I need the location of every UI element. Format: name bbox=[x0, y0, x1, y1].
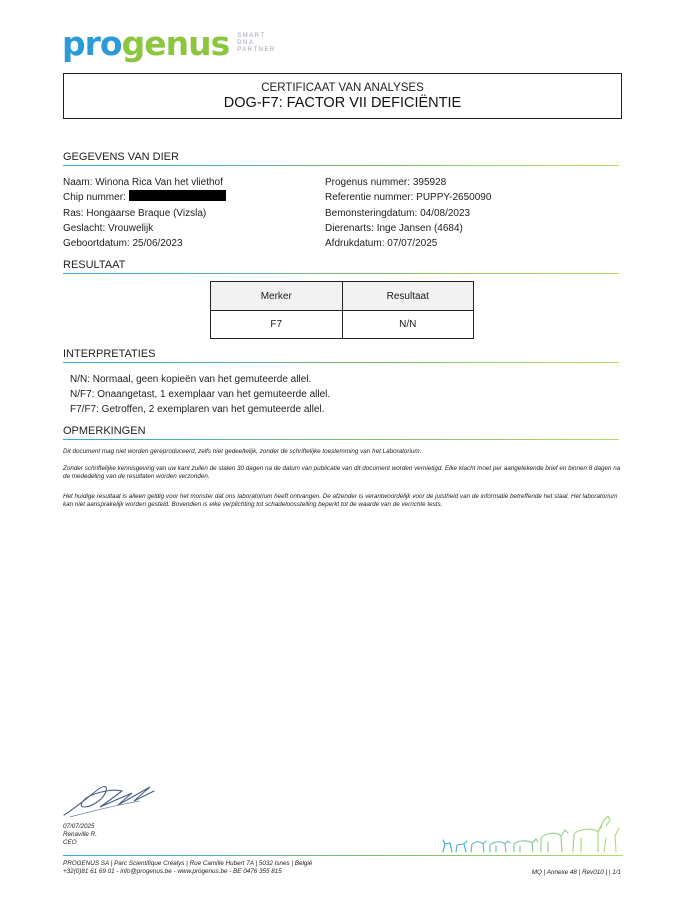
field-label: Geslacht: bbox=[63, 222, 106, 234]
animal-fields-right bbox=[325, 175, 491, 251]
list-item: F7/F7: Getroffen, 2 exemplaren van het gemuteerde allel. bbox=[70, 404, 325, 415]
field-progenus-number bbox=[325, 175, 491, 190]
interpretation-list bbox=[70, 372, 330, 417]
animal-silhouettes bbox=[440, 808, 622, 854]
column-header-marker: Merker bbox=[211, 282, 343, 311]
footer-address: PROGENUS SA | Parc Scientifique Créalys | Rue Camille Hubert 7A | 5032 Isnes | België bbox=[63, 860, 313, 867]
signatory-name: Renaville R. bbox=[63, 831, 97, 838]
field-label: Progenus nummer: bbox=[325, 177, 411, 188]
field-value: Winona Rica Van het vliethof bbox=[95, 177, 223, 188]
field-value: Hongaarse Braque (Vizsla) bbox=[86, 207, 207, 219]
list-item: N/F7: Onaangetast, 1 exemplaar van het gemuteerde allel. bbox=[70, 389, 331, 400]
certificate-title: CERTIFICAAT VAN ANALYSES bbox=[261, 82, 424, 94]
field-label: Chip nummer: bbox=[63, 192, 126, 204]
field-print-date bbox=[325, 236, 491, 251]
field-label: Bemonsteringdatum: bbox=[325, 207, 418, 219]
logo-wordmark bbox=[62, 26, 229, 62]
field-sex bbox=[63, 221, 226, 236]
field-reference-number bbox=[325, 190, 491, 205]
logo-tagline bbox=[237, 33, 276, 55]
tagline-line: DNA bbox=[237, 40, 255, 47]
column-header-result: Resultaat bbox=[342, 282, 474, 311]
field-value: Inge Jansen (4684) bbox=[376, 222, 463, 234]
table-header-row bbox=[211, 282, 474, 311]
field-breed bbox=[63, 206, 226, 221]
tagline-line: SMART bbox=[237, 33, 266, 39]
remark-paragraph: Dit document mag niet worden gereproduceerd, zelfs niet gedeeltelijk, zonder de schriftelijke toestemming van het Laboratorium. bbox=[63, 448, 422, 455]
signature-image bbox=[62, 779, 157, 821]
field-value: PUPPY-2650090 bbox=[416, 192, 492, 204]
remark-paragraph: Het huidige resultaat is alleen geldig voor het monster dat ons laboratorium heeft ontvangen. De afzender is verantwoordelijk voor de juistheid van de informatie betreffende het staal. Het laboratorium kan niet aansprakelijk worden gesteld. Bovendien is elke verplichting tot schadeloosstelling beperkt tot de waarde van de verrichte tests. bbox=[63, 493, 618, 509]
field-veterinarian bbox=[325, 221, 491, 236]
logo-genus: genus bbox=[121, 24, 230, 63]
field-label: Geboortdatum: bbox=[63, 238, 130, 250]
tagline-line: PARTNER bbox=[237, 47, 276, 54]
signatory-role: CEO bbox=[63, 839, 77, 846]
section-animal-data: GEGEVENS VAN DIER bbox=[63, 151, 619, 165]
field-label: Naam: bbox=[63, 177, 93, 188]
list-item: N/N: Normaal, geen kopieën van het gemuteerde allel. bbox=[70, 374, 312, 385]
progenus-logo bbox=[62, 26, 276, 66]
field-chip bbox=[63, 190, 226, 205]
signature-date: 07/07/2025 bbox=[63, 823, 95, 830]
field-label: Referentie nummer: bbox=[325, 192, 414, 204]
field-label: Afdrukdatum: bbox=[325, 238, 385, 250]
remark-paragraph: Zonder schriftelijke kennisgeving van uw kant zullen de stalen 30 dagen na de datum van publicatie van dit document worden vernietigd. Elke klacht moet per aangetekende brief en binnen 8 dagen na de mededeling van de resultaten worden verzonden. bbox=[63, 465, 621, 481]
test-title: DOG-F7: FACTOR VII DEFICIËNTIE bbox=[223, 95, 462, 111]
field-sampling-date bbox=[325, 206, 491, 221]
table-row bbox=[211, 311, 474, 339]
field-name bbox=[63, 175, 226, 190]
cell-marker: F7 bbox=[211, 311, 343, 339]
field-birthdate bbox=[63, 236, 226, 251]
footer-document-ref: MQ | Annexe 48 | Rev010 | | 1/1 bbox=[531, 869, 621, 876]
section-remarks: OPMERKINGEN bbox=[63, 425, 619, 439]
field-label: Dierenarts: bbox=[325, 222, 374, 234]
footer-contact: +32(0)81 61 69 01 - info@progenus.be - www.progenus.be - BE 0476 355 815 bbox=[63, 868, 282, 876]
field-value: Vrouwelijk bbox=[108, 222, 154, 234]
footer-company-info bbox=[63, 860, 312, 876]
field-value: 07/07/2025 bbox=[387, 238, 438, 250]
section-result: RESULTAAT bbox=[63, 259, 619, 273]
cell-result: N/N bbox=[342, 311, 474, 339]
field-label: Ras: bbox=[63, 207, 84, 219]
logo-pro: pro bbox=[62, 24, 122, 63]
field-value: 25/06/2023 bbox=[132, 238, 183, 250]
footer-divider bbox=[63, 855, 623, 856]
signature-block bbox=[63, 823, 97, 847]
field-value: 04/08/2023 bbox=[420, 207, 471, 219]
section-interpretations: INTERPRETATIES bbox=[63, 348, 619, 362]
redacted-value bbox=[129, 190, 226, 201]
certificate-title-box bbox=[63, 73, 622, 119]
field-value: 395928 bbox=[412, 177, 447, 188]
result-table bbox=[210, 281, 474, 339]
animal-fields-left bbox=[63, 175, 226, 251]
